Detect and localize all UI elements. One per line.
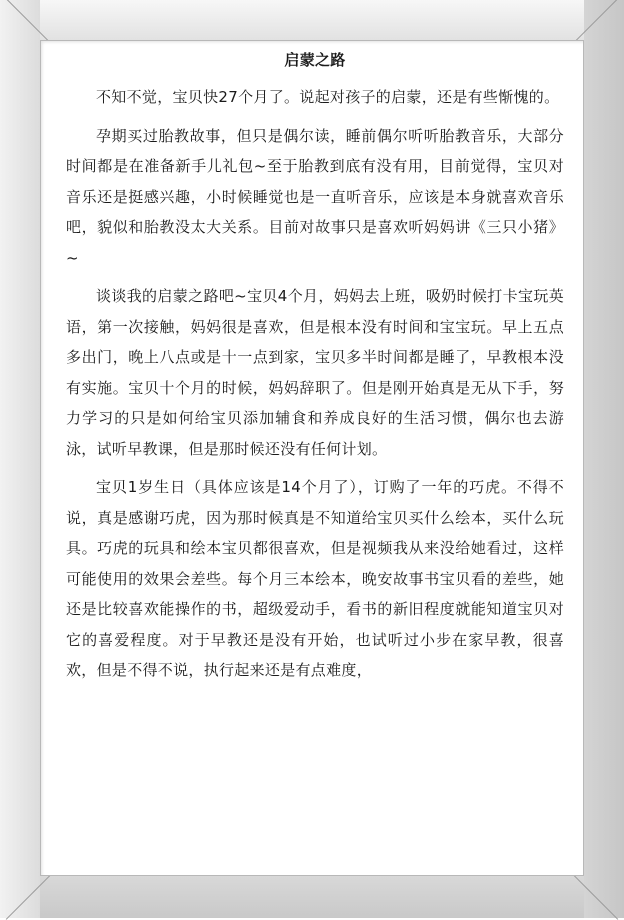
- article-paper: [40, 40, 584, 876]
- article-content: [66, 48, 564, 694]
- article-paragraph-2: 孕期买过胎教故事，但只是偶尔读，睡前偶尔听听胎教音乐，大部分时间都是在准备新手儿礼包~至于胎教到底有没有用，目前觉得，宝贝对音乐还是挺感兴趣，小时候睡觉也是一直听音乐，应该是本身就喜欢音乐吧，貌似和胎教没太大关系。目前对故事只是喜欢听妈妈讲《三只小猪》~: [66, 126, 564, 267]
- article-paragraph-3: 谈谈我的启蒙之路吧~宝贝4个月，妈妈去上班，吸奶时候打卡宝玩英语，第一次接触，妈妈很是喜欢，但是根本没有时间和宝宝玩。早上五点多出门，晚上八点或是十一点到家，宝贝多半时间都是睡了，早教根本没有实施。宝贝十个月的时候，妈妈辞职了。但是刚开始真是无从下手，努力学习的只是如何给宝贝添加辅食和养成良好的生活习惯，偶尔也去游泳，试听早教课，但是那时候还没有任何计划。: [66, 287, 564, 458]
- frame-top-edge: [0, 0, 624, 40]
- article-paragraph-4: 宝贝1岁生日（具体应该是14个月了），订购了一年的巧虎。不得不说，真是感谢巧虎，因为那时候真是不知道给宝贝买什么绘本，买什么玩具。巧虎的玩具和绘本宝贝都很喜欢，但是视频我从来没给她看过，这样可能使用的效果会差些。每个月三本绘本，晚安故事书宝贝看的差些，她还是比较喜欢能操作的书，超级爱动手，看书的新旧程度就能知道宝贝对它的喜爱程度。对于早教还是没有开始，也试听过小步在家早教，很喜欢，但是不得不说，执行起来还是有点难度，: [66, 478, 564, 679]
- frame-left-edge: [0, 0, 40, 918]
- frame-bottom-edge: [0, 876, 624, 918]
- frame-right-edge: [584, 0, 624, 918]
- article-title: 启蒙之路: [284, 51, 346, 69]
- article-paragraph-1: 不知不觉，宝贝快27个月了。说起对孩子的启蒙，还是有些惭愧的。: [96, 88, 560, 106]
